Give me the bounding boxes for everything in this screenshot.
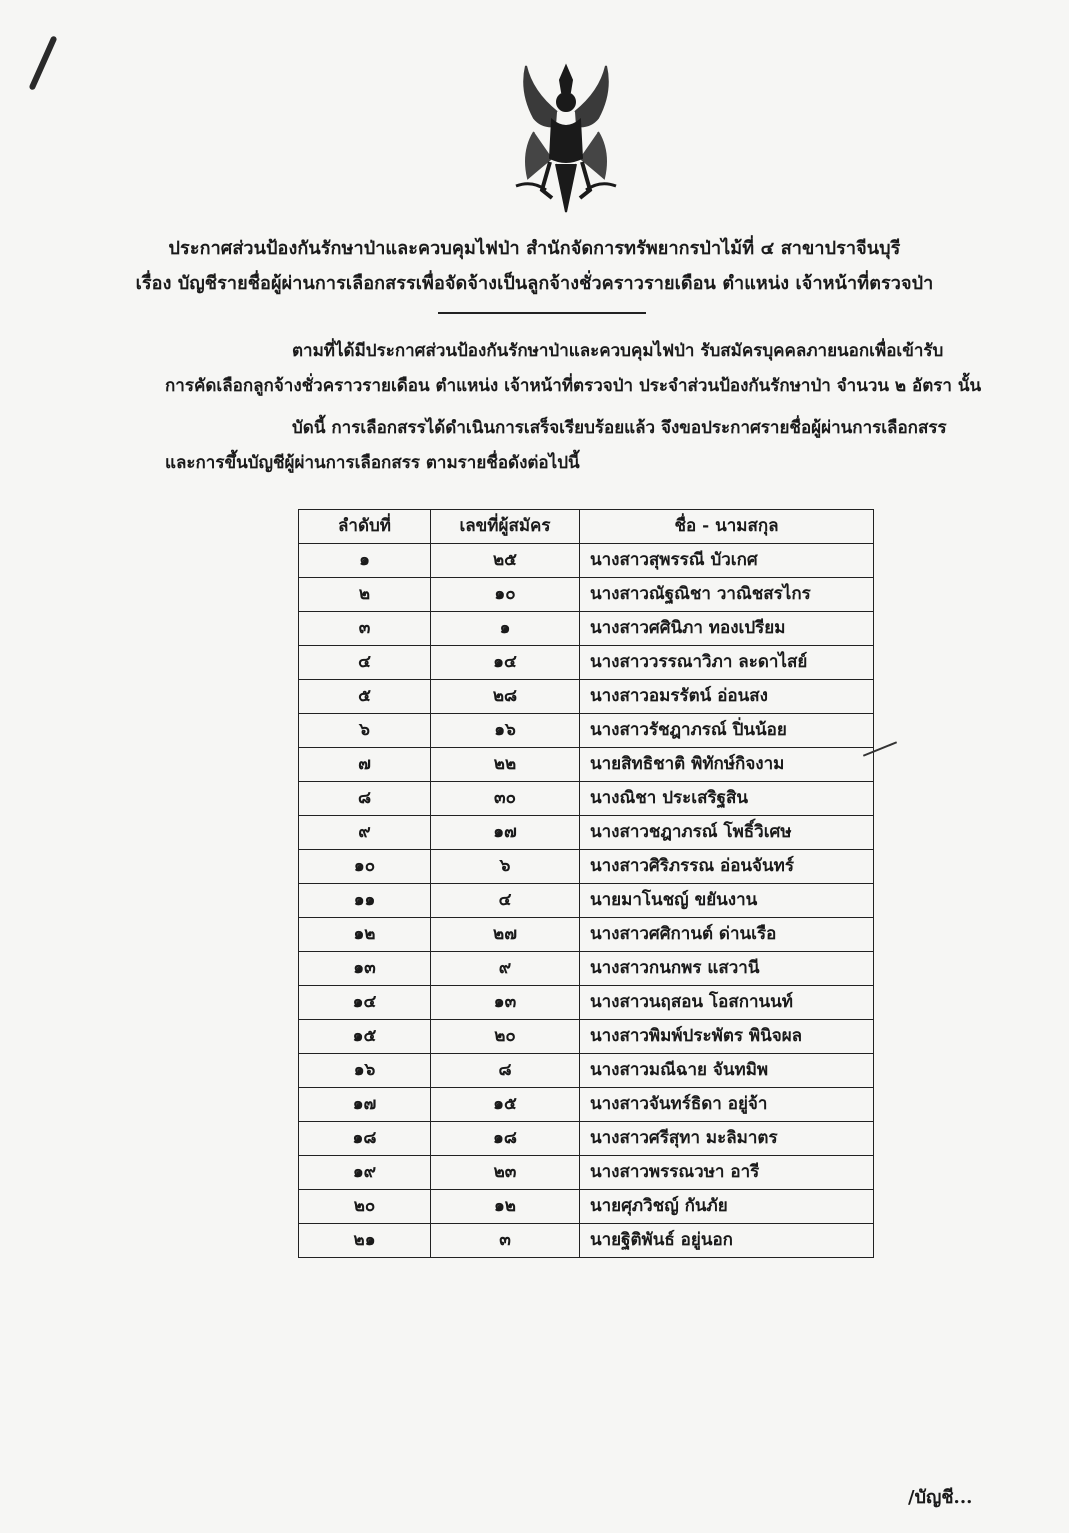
garuda-emblem-icon: [512, 62, 620, 214]
table-row: [299, 1190, 874, 1224]
table-row: [299, 1088, 874, 1122]
table-row: [299, 646, 874, 680]
cell-order: ๓: [299, 612, 431, 646]
cell-applicant-number: ๒๒: [431, 748, 580, 782]
cell-applicant-number: ๑: [431, 612, 580, 646]
cell-order: ๑๔: [299, 986, 431, 1020]
table-row: [299, 918, 874, 952]
cell-full-name: นางสาวอมรรัตน์ อ่อนสง: [580, 680, 874, 714]
cell-order: ๑๖: [299, 1054, 431, 1088]
cell-full-name: นางสาวพิมพ์ประพัตร พินิจผล: [580, 1020, 874, 1054]
cell-order: ๒๑: [299, 1224, 431, 1258]
cell-full-name: นายศุภวิชญ์ กันภัย: [580, 1190, 874, 1224]
header-order: ลำดับที่: [299, 510, 431, 544]
cell-applicant-number: ๒๕: [431, 544, 580, 578]
cell-order: ๑๘: [299, 1122, 431, 1156]
table-row: [299, 612, 874, 646]
table-row: [299, 714, 874, 748]
table-row: [299, 816, 874, 850]
paragraph-1-line-2: การคัดเลือกลูกจ้างชั่วคราวรายเดือน ตำแหน่ง เจ้าหน้าที่ตรวจป่า ประจำส่วนป้องกันรักษาป่า จำนวน ๒ อัตรา นั้น: [165, 376, 982, 396]
cell-full-name: นางสาววรรณาวิภา ละดาไสย์: [580, 646, 874, 680]
table-row: [299, 986, 874, 1020]
cell-full-name: นางสาวศิริภรรณ อ่อนจันทร์: [580, 850, 874, 884]
cell-applicant-number: ๖: [431, 850, 580, 884]
table-row: [299, 850, 874, 884]
cell-full-name: นางสาวพรรณวษา อารี: [580, 1156, 874, 1190]
cell-full-name: นายฐิติพันธ์ อยู่นอก: [580, 1224, 874, 1258]
announcement-subject: เรื่อง บัญชีรายชื่อผู้ผ่านการเลือกสรรเพื่อจัดจ้างเป็นลูกจ้างชั่วคราวรายเดือน ตำแหน่ง เจ้าหน้าที่ตรวจป่า: [135, 273, 934, 294]
cell-full-name: นางสาวศศินิภา ทองเปรียม: [580, 612, 874, 646]
cell-applicant-number: ๑๕: [431, 1088, 580, 1122]
cell-full-name: นางสาวจันทร์ธิดา อยู่จ้า: [580, 1088, 874, 1122]
cell-applicant-number: ๑๖: [431, 714, 580, 748]
cell-applicant-number: ๑๘: [431, 1122, 580, 1156]
cell-full-name: นายมาโนชญ์ ขยันงาน: [580, 884, 874, 918]
announcement-title: ประกาศส่วนป้องกันรักษาป่าและควบคุมไฟป่า สำนักจัดการทรัพยากรป่าไม้ที่ ๔ สาขาปราจีนบุรี: [168, 238, 901, 259]
cell-applicant-number: ๙: [431, 952, 580, 986]
cell-applicant-number: ๒๐: [431, 1020, 580, 1054]
table-row: [299, 680, 874, 714]
table-row: [299, 1054, 874, 1088]
cell-full-name: นางสาวณัฐณิชา วาณิชสรไกร: [580, 578, 874, 612]
cell-order: ๖: [299, 714, 431, 748]
cell-order: ๑: [299, 544, 431, 578]
table-row: [299, 578, 874, 612]
continued-marker: /บัญชี...: [908, 1487, 973, 1508]
cell-order: ๕: [299, 680, 431, 714]
cell-applicant-number: ๑๒: [431, 1190, 580, 1224]
cell-full-name: นางสาวนฤสอน โอสกานนท์: [580, 986, 874, 1020]
table-row: [299, 884, 874, 918]
header-applicant-number: เลขที่ผู้สมัคร: [431, 510, 580, 544]
table-row: [299, 952, 874, 986]
passed-candidates-table: [298, 509, 874, 1258]
cell-applicant-number: ๑๓: [431, 986, 580, 1020]
cell-order: ๑๐: [299, 850, 431, 884]
cell-order: ๒: [299, 578, 431, 612]
table-row: [299, 1020, 874, 1054]
cell-order: ๒๐: [299, 1190, 431, 1224]
cell-order: ๑๑: [299, 884, 431, 918]
paragraph-1-line-1: ตามที่ได้มีประกาศส่วนป้องกันรักษาป่าและควบคุมไฟป่า รับสมัครบุคคลภายนอกเพื่อเข้ารับ: [292, 341, 944, 361]
cell-applicant-number: ๑๐: [431, 578, 580, 612]
paragraph-2-line-1: บัดนี้ การเลือกสรรได้ดำเนินการเสร็จเรียบร้อยแล้ว จึงขอประกาศรายชื่อผู้ผ่านการเลือกสรร: [292, 418, 947, 438]
table-body: [299, 544, 874, 1258]
cell-full-name: นางสาวรัชฎาภรณ์ ปิ่นน้อย: [580, 714, 874, 748]
cell-order: ๑๓: [299, 952, 431, 986]
cell-full-name: นางสาวสุพรรณี บัวเกศ: [580, 544, 874, 578]
cell-order: ๑๗: [299, 1088, 431, 1122]
cell-full-name: นางสาวศศิกานต์ ด่านเรือ: [580, 918, 874, 952]
cell-applicant-number: ๒๓: [431, 1156, 580, 1190]
table-row: [299, 748, 874, 782]
cell-applicant-number: ๔: [431, 884, 580, 918]
cell-full-name: นางสาวกนกพร แสวานี: [580, 952, 874, 986]
cell-order: ๔: [299, 646, 431, 680]
table-row: [299, 544, 874, 578]
table-row: [299, 1224, 874, 1258]
cell-order: ๑๒: [299, 918, 431, 952]
cell-applicant-number: ๓๐: [431, 782, 580, 816]
cell-order: ๙: [299, 816, 431, 850]
cell-full-name: นายสิทธิชาติ พิทักษ์กิจงาม: [580, 748, 874, 782]
cell-applicant-number: ๘: [431, 1054, 580, 1088]
cell-order: ๑๙: [299, 1156, 431, 1190]
cell-applicant-number: ๓: [431, 1224, 580, 1258]
header-full-name: ชื่อ - นามสกุล: [580, 510, 874, 544]
paragraph-2-line-2: และการขึ้นบัญชีผู้ผ่านการเลือกสรร ตามรายชื่อดังต่อไปนี้: [165, 453, 580, 473]
cell-full-name: นางสาวชฎาภรณ์ โพธิ์วิเศษ: [580, 816, 874, 850]
title-divider: [438, 312, 646, 314]
table-row: [299, 1156, 874, 1190]
pen-mark: [28, 35, 57, 90]
table-row: [299, 782, 874, 816]
cell-order: ๑๕: [299, 1020, 431, 1054]
table-header-row: [299, 510, 874, 544]
table-row: [299, 1122, 874, 1156]
cell-applicant-number: ๒๘: [431, 680, 580, 714]
cell-full-name: นางสาวมณีฉาย จันทมิพ: [580, 1054, 874, 1088]
cell-full-name: นางณิชา ประเสริฐสิน: [580, 782, 874, 816]
cell-applicant-number: ๑๗: [431, 816, 580, 850]
cell-applicant-number: ๒๗: [431, 918, 580, 952]
cell-full-name: นางสาวศรีสุทา มะลิมาตร: [580, 1122, 874, 1156]
cell-applicant-number: ๑๔: [431, 646, 580, 680]
cell-order: ๗: [299, 748, 431, 782]
cell-order: ๘: [299, 782, 431, 816]
